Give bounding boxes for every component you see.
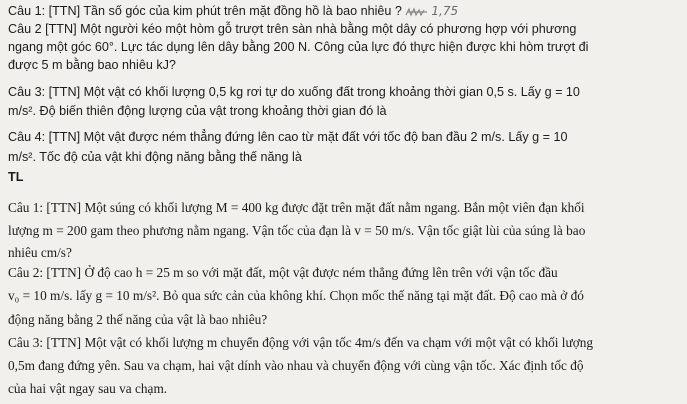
handwritten-answer: 1,75 <box>431 4 459 18</box>
question-1-text: Câu 1: [TTN] Tần số góc của kim phút trên mặt đồng hồ là bao nhiêu ? <box>8 4 406 18</box>
tl-question-1-line-1: Câu 1: [TTN] Một súng có khối lượng M = 400 kg được đặt trên mặt đất nằm ngang. Bắn một viên đạn khối <box>8 200 585 215</box>
question-3-line-2: m/s². Độ biến thiên động lượng của vật trong khoảng thời gian đó là <box>8 104 387 118</box>
question-2-line-1: Câu 2 [TTN] Một người kéo một hòm gỗ trượt trên sàn nhà bằng một dây có phương hợp với phương <box>8 22 577 36</box>
tl-question-2-line-2: v₀ = 10 m/s. lấy g = 10 m/s². Bỏ qua sức cản của không khí. Chọn mốc thế năng tại mặt đất. Độ cao mà ở đó <box>8 288 584 303</box>
tl-question-2-line-3: động năng bằng 2 thế năng của vật là bao nhiêu? <box>8 312 268 327</box>
question-4-line-1: Câu 4: [TTN] Một vật được ném thẳng đứng lên cao từ mặt đất với tốc độ ban đầu 2 m/s. Lấy g = 10 <box>8 130 568 144</box>
crossed-out-scribble <box>405 7 431 17</box>
question-4-line-2: m/s². Tốc độ của vật khi động năng bằng thế năng là <box>8 150 302 164</box>
tl-question-2-line-1: Câu 2: [TTN] Ở độ cao h = 25 m so với mặt đất, một vật được ném thẳng đứng lên trên với vận tốc đầu <box>8 265 558 280</box>
tl-question-1-line-2: lượng m = 200 gam theo phương nằm ngang. Vận tốc của đạn là v = 50 m/s. Vận tốc giật lùi của súng là bao <box>8 223 586 238</box>
tl-question-3-line-2: 0,5m đang đứng yên. Sau va chạm, hai vật dính vào nhau và chuyển động với cùng vận tốc. Xác định tốc độ <box>8 358 584 373</box>
question-3-line-1: Câu 3: [TTN] Một vật có khối lượng 0,5 kg rơi tự do xuống đất trong khoảng thời gian 0,5 s. Lấy g = 10 <box>8 85 580 99</box>
tl-question-3-line-1: Câu 3: [TTN] Một vật có khối lượng m chuyển động với vận tốc 4m/s đến va chạm với một vật có khối lượng <box>8 335 594 350</box>
question-2-line-3: được 5 m bằng bao nhiêu kJ? <box>8 58 176 72</box>
section-heading-tl: TL <box>8 170 24 184</box>
tl-question-3-line-3: của hai vật ngay sau va chạm. <box>8 381 168 396</box>
question-1-line <box>8 3 681 20</box>
question-2-line-2: ngang một góc 60°. Lực tác dụng lên dây bằng 200 N. Công của lực đó thực hiện được khi hòm trượt đi <box>8 40 589 54</box>
tl-question-1-line-3: nhiêu cm/s? <box>8 245 72 260</box>
